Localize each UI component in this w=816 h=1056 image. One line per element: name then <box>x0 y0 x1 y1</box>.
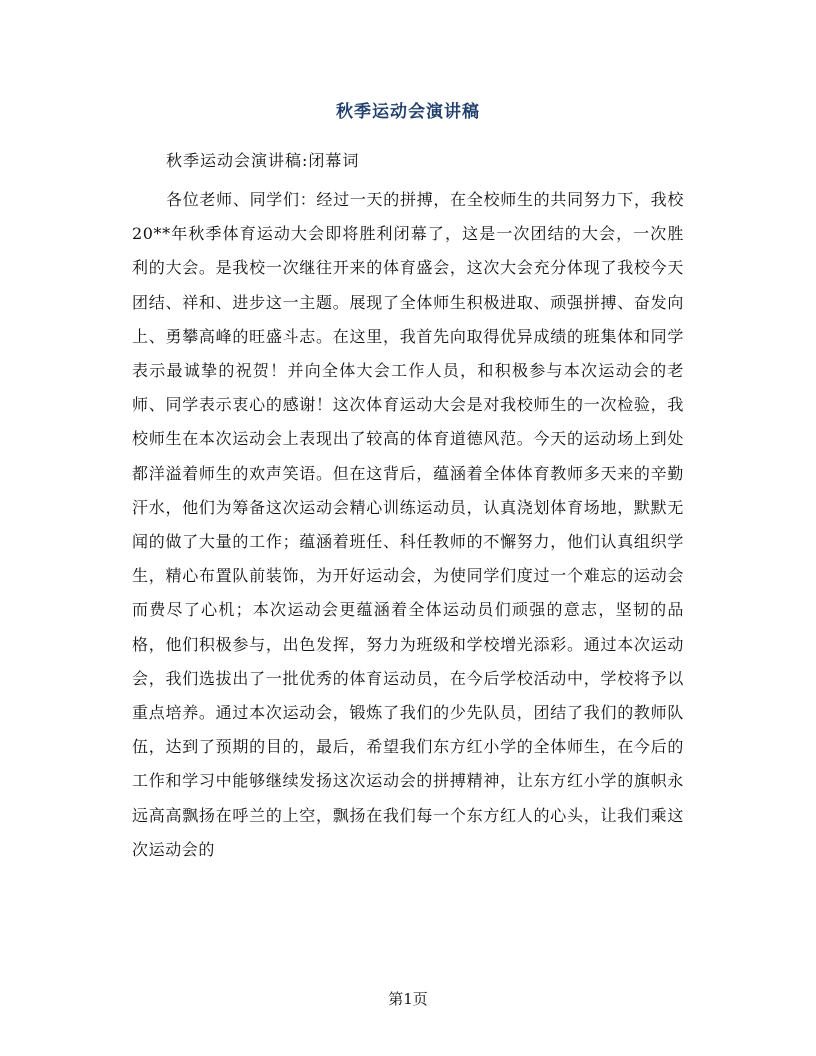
page-number: 第1页 <box>388 990 428 1008</box>
document-title: 秋季运动会演讲稿 <box>336 102 480 122</box>
document-body-paragraph: 各位老师、同学们：经过一天的拼搏，在全校师生的共同努力下，我校20**年秋季体育运动大会即将胜利闭幕了，这是一次团结的大会，一次胜利的大会。是我校一次继往开来的体育盛会，这次大会充分体现了我校今天团结、祥和、进步这一主题。展现了全体师生积极进取、顽强拼搏、奋发向上、勇攀高峰的旺盛斗志。在这里，我首先向取得优异成绩的班集体和同学表示最诚挚的祝贺！并向全体大会工作人员，和积极参与本次运动会的老师、同学表示衷心的感谢！这次体育运动大会是对我校师生的一次检验，我校师生在本次运动会上表现出了较高的体育道德风范。今天的运动场上到处都洋溢着师生的欢声笑语。但在这背后，蕴涵着全体体育教师多天来的辛勤汗水，他们为筹备这次运动会精心训练运动员，认真浇划体育场地，默默无闻的做了大量的工作；蕴涵着班任、科任教师的不懈努力，他们认真组织学生，精心布置队前装饰，为开好运动会，为使同学们度过一个难忘的运动会而费尽了心机；本次运动会更蕴涵着全体运动员们顽强的意志，坚韧的品格，他们积极参与，出色发挥，努力为班级和学校增光添彩。通过本次运动会，我们选拔出了一批优秀的体育运动员，在今后学校活动中，学校将予以重点培养。通过本次运动会，锻炼了我们的少先队员，团结了我们的教师队伍，达到了预期的目的，最后，希望我们东方红小学的全体师生，在今后的工作和学习中能够继续发扬这次运动会的拼搏精神，让东方红小学的旗帜永远高高飘扬在呼兰的上空，飘扬在我们每一个东方红人的心头，让我们乘这次运动会的 <box>132 190 684 859</box>
document-subtitle: 秋季运动会演讲稿:闭幕词 <box>166 151 360 170</box>
